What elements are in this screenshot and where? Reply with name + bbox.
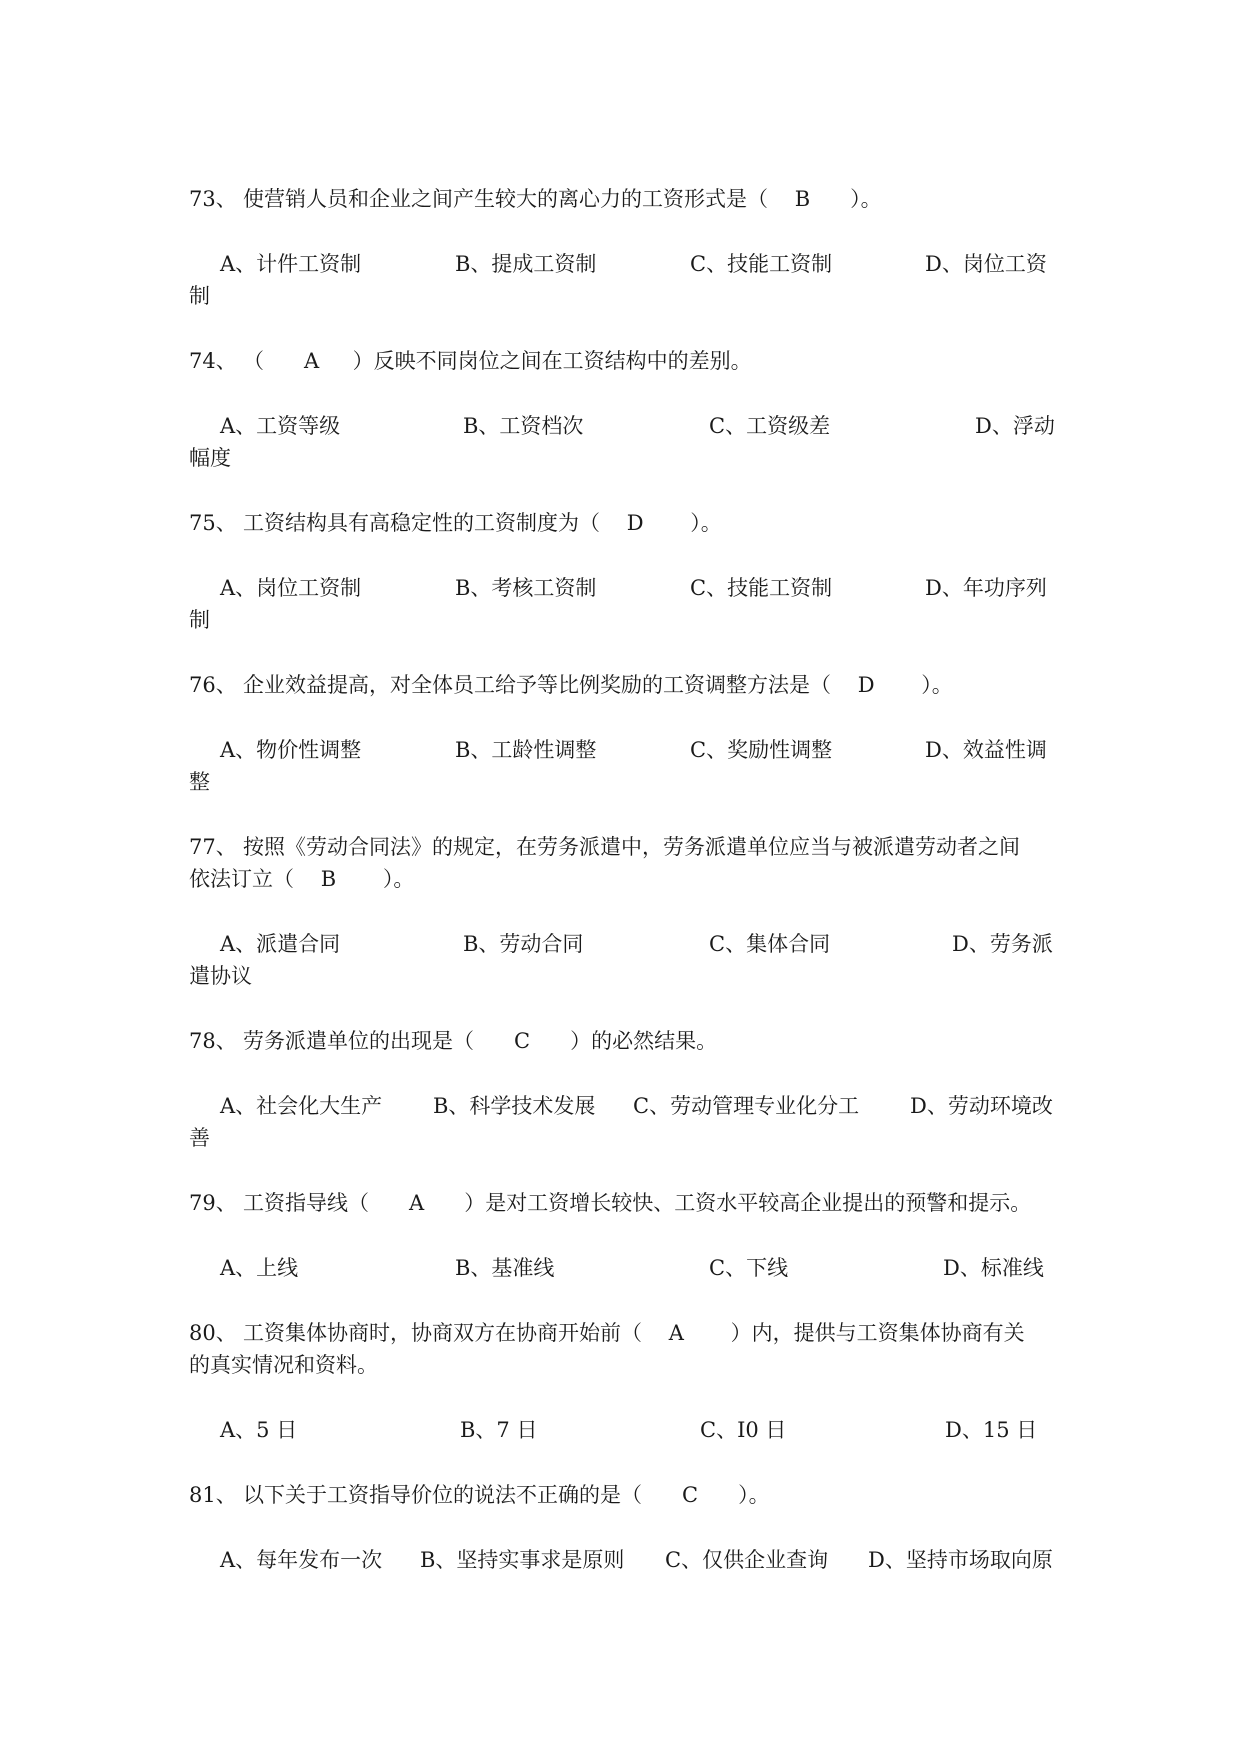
option-wrap: 遣协议 [189, 964, 252, 988]
option-b: B、工资档次 [463, 414, 584, 438]
question-number: 75、 [189, 511, 237, 535]
question-text: 劳务派遣单位的出现是（ C ）的必然结果。 [243, 1029, 718, 1053]
question-74-stem [189, 349, 752, 373]
option-c: C、奖励性调整 [690, 738, 833, 762]
question-number: 79、 [189, 1191, 237, 1215]
question-76-stem [189, 673, 953, 697]
option-b: B、劳动合同 [463, 932, 584, 956]
question-number: 74、 [189, 349, 237, 373]
question-77-stem [189, 835, 1020, 859]
question-number: 80、 [189, 1321, 237, 1345]
question-78-stem [189, 1029, 717, 1053]
option-c: C、技能工资制 [690, 576, 833, 600]
option-d: D、浮动 [975, 414, 1055, 438]
question-text-continued: 依法订立（ B ）。 [189, 867, 415, 891]
option-b: B、考核工资制 [455, 576, 597, 600]
question-81-stem [189, 1483, 770, 1507]
option-b: B、科学技术发展 [433, 1094, 596, 1118]
question-text: 工资指导线（ A ）是对工资增长较快、工资水平较高企业提出的预警和提示。 [243, 1191, 1032, 1215]
option-wrap: 幅度 [189, 446, 231, 470]
question-text-continued: 的真实情况和资料。 [189, 1353, 378, 1377]
option-d: D、劳动环境改 [910, 1094, 1053, 1118]
option-wrap: 制 [189, 608, 210, 632]
option-d: D、年功序列 [925, 576, 1047, 600]
question-text: 企业效益提高，对全体员工给予等比例奖励的工资调整方法是（ D ）。 [243, 673, 953, 697]
question-number: 77、 [189, 835, 237, 859]
question-73-stem [189, 187, 882, 211]
question-text: 工资集体协商时，协商双方在协商开始前（ A ）内，提供与工资集体协商有关 [243, 1321, 1025, 1345]
option-b: B、工龄性调整 [455, 738, 597, 762]
option-b: B、基准线 [455, 1256, 555, 1280]
question-80-stem [189, 1321, 1025, 1345]
option-a: A、社会化大生产 [220, 1094, 383, 1118]
option-a: A、计件工资制 [220, 252, 362, 276]
option-c: C、技能工资制 [690, 252, 833, 276]
option-c: C、下线 [709, 1256, 789, 1280]
question-text: 工资结构具有高稳定性的工资制度为（ D ）。 [243, 511, 722, 535]
question-number: 81、 [189, 1483, 237, 1507]
question-text: 使营销人员和企业之间产生较大的离心力的工资形式是（ B ）。 [243, 187, 882, 211]
option-c: C、集体合同 [709, 932, 831, 956]
option-c: C、I0 日 [700, 1418, 787, 1442]
option-b: B、7 日 [460, 1418, 538, 1442]
option-a: A、派遣合同 [220, 932, 341, 956]
question-number: 73、 [189, 187, 237, 211]
option-c: C、工资级差 [709, 414, 831, 438]
question-number: 78、 [189, 1029, 237, 1053]
option-wrap: 善 [189, 1126, 210, 1150]
option-b: B、坚持实事求是原则 [420, 1548, 625, 1572]
option-a: A、5 日 [220, 1418, 298, 1442]
question-75-stem [189, 511, 722, 535]
option-c: C、仅供企业查询 [665, 1548, 829, 1572]
option-d: D、标准线 [943, 1256, 1044, 1280]
option-b: B、提成工资制 [455, 252, 597, 276]
question-text: 按照《劳动合同法》的规定，在劳务派遣中，劳务派遣单位应当与被派遣劳动者之间 [243, 835, 1020, 859]
option-d: D、效益性调 [925, 738, 1047, 762]
question-text: （ A ）反映不同岗位之间在工资结构中的差别。 [243, 349, 752, 373]
option-a: A、岗位工资制 [220, 576, 362, 600]
question-text: 以下关于工资指导价位的说法不正确的是（ C ）。 [243, 1483, 770, 1507]
option-d: D、岗位工资 [925, 252, 1047, 276]
option-a: A、每年发布一次 [220, 1548, 383, 1572]
option-c: C、劳动管理专业化分工 [633, 1094, 860, 1118]
option-d: D、15 日 [945, 1418, 1038, 1442]
option-a: A、工资等级 [220, 414, 341, 438]
option-wrap: 整 [189, 770, 210, 794]
option-d: D、劳务派 [952, 932, 1053, 956]
option-wrap: 制 [189, 284, 210, 308]
option-a: A、上线 [220, 1256, 299, 1280]
option-a: A、物价性调整 [220, 738, 362, 762]
option-d: D、坚持市场取向原 [868, 1548, 1053, 1572]
question-79-stem [189, 1191, 1031, 1215]
question-number: 76、 [189, 673, 237, 697]
